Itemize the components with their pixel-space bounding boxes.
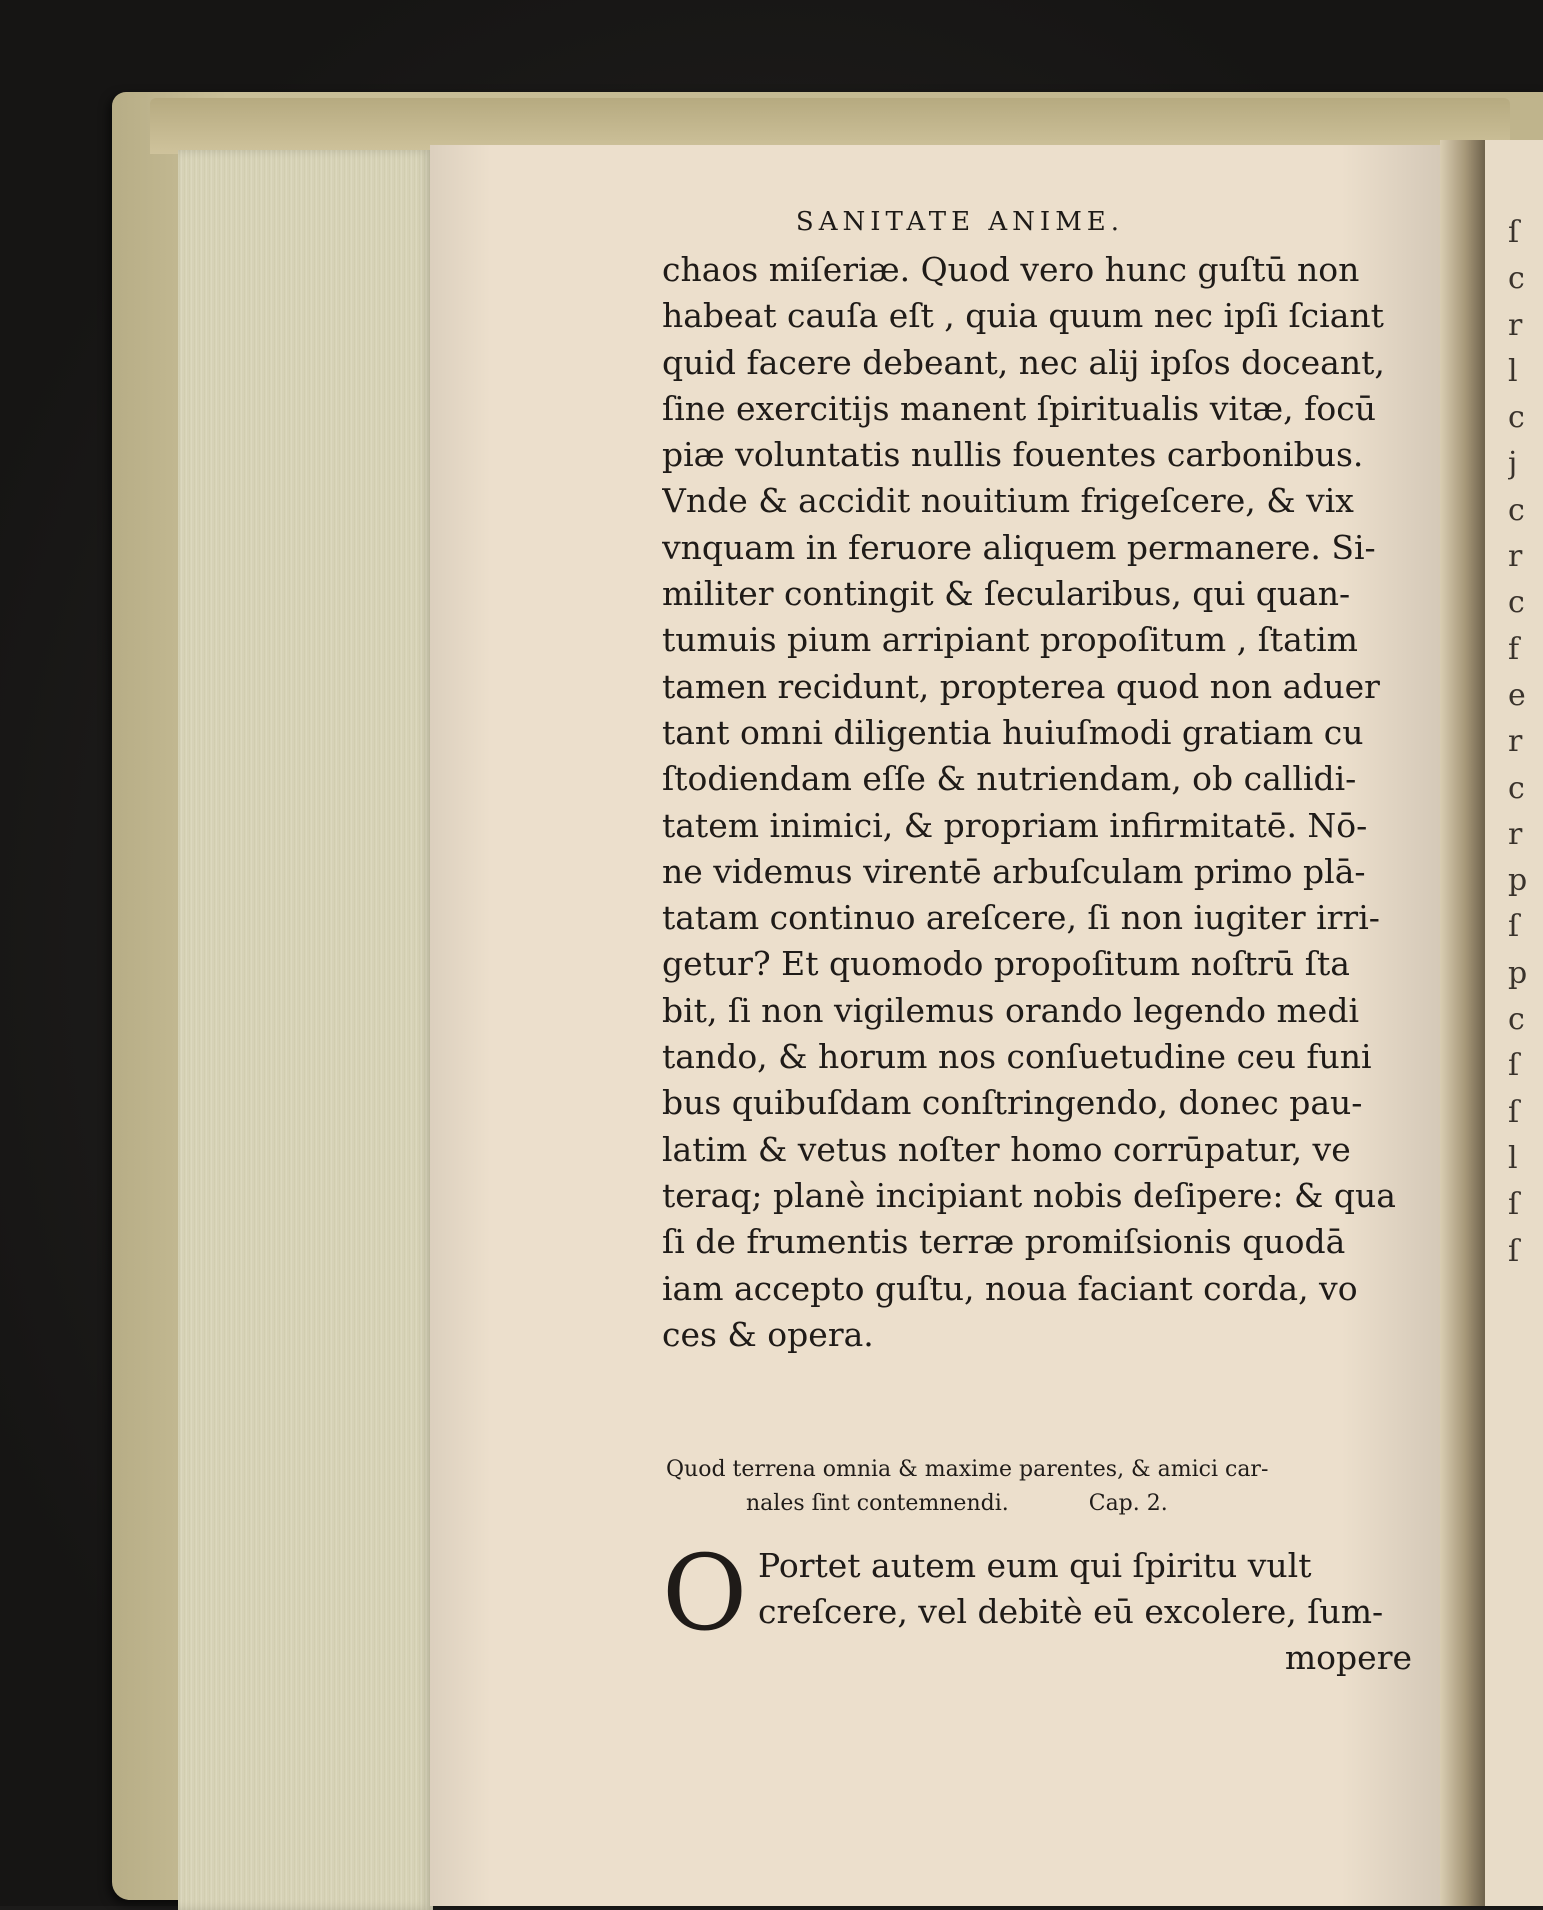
text-line: getur? Et quomodo propoſitum noſtrū ſta	[662, 944, 1350, 984]
margin-letter: ſ	[1508, 909, 1520, 945]
margin-letter: c	[1508, 585, 1525, 621]
text-line: ces & opera.	[662, 1314, 874, 1354]
text-line: chaos miſeriæ. Quod vero hunc guſtū non	[662, 250, 1360, 289]
margin-letter: r	[1508, 539, 1523, 575]
text-line: ſtodiendam eſſe & nutriendam, ob callidi-	[662, 759, 1357, 799]
text-line: iam accepto guſtu, noua faciant corda, vo	[662, 1268, 1358, 1308]
margin-letter: l	[1508, 353, 1518, 389]
page-edges	[178, 150, 433, 1910]
text-line: vnquam in feruore aliquem permanere. Si-	[662, 527, 1376, 567]
chapter-heading-line-2	[666, 1487, 1446, 1521]
text-line: ſine exercitijs manent ſpiritualis vitæ, focū	[662, 388, 1376, 428]
margin-letter: p	[1508, 955, 1528, 991]
margin-letter: r	[1508, 307, 1523, 343]
text-line: bus quibuſdam conſtringendo, donec pau-	[662, 1083, 1363, 1123]
book-gutter	[1440, 140, 1485, 1906]
margin-letter: c	[1508, 1002, 1525, 1038]
margin-letter: ſ	[1508, 1048, 1520, 1084]
text-line: tant omni diligentia huiuſmodi gratiam cu	[662, 712, 1364, 752]
margin-letter: ſ	[1508, 1233, 1520, 1269]
text-line: tamen recidunt, propterea quod non aduer	[662, 666, 1380, 706]
body-text	[662, 247, 1448, 1358]
book-page	[430, 145, 1442, 1906]
margin-letter: l	[1508, 1140, 1518, 1176]
text-line: quid facere debeant, nec alij ipſos doceant,	[662, 342, 1385, 382]
margin-letter: f	[1508, 631, 1520, 667]
opening-line: creſcere, vel debitè eū excolere, ſum-	[758, 1592, 1384, 1631]
text-line: ne videmus virentē arbuſculam primo plā-	[662, 851, 1366, 891]
margin-letter: ſ	[1508, 215, 1520, 250]
text-line: latim & vetus noſter homo corrūpatur, ve	[662, 1129, 1351, 1169]
text-line: ſi de frumentis terræ promiſsionis quodā	[662, 1222, 1346, 1262]
margin-letter: r	[1508, 724, 1523, 760]
opening-line: Portet autem eum qui ſpiritu vult	[758, 1546, 1312, 1585]
chapter-heading	[666, 1453, 1446, 1521]
chapter-heading-line: Quod terrena omnia & maxime parentes, & amici car-	[666, 1457, 1269, 1482]
running-head: SANITATE ANIME.	[795, 207, 1125, 237]
chapter-opening	[662, 1532, 1452, 1681]
text-line: bit, ſi non vigilemus orando legendo medi	[662, 990, 1359, 1030]
margin-letter: c	[1508, 770, 1525, 806]
text-line: Vnde & accidit nouitium frigeſcere, & vix	[662, 481, 1354, 521]
text-line: militer contingit & ſecularibus, qui quan-	[662, 574, 1351, 614]
text-line: tumuis pium arripiant propoſitum , ſtatim	[662, 620, 1358, 660]
margin-letter: j	[1508, 446, 1518, 482]
text-line: tatam continuo areſcere, ſi non iugiter irri-	[662, 898, 1380, 938]
catchword: mopere	[1284, 1638, 1412, 1677]
margin-letter: c	[1508, 400, 1525, 436]
chapter-number: Cap. 2.	[1088, 1491, 1168, 1516]
chapter-heading-text: nales ſint contemnendi.	[746, 1491, 1009, 1516]
margin-letter: p	[1508, 863, 1528, 899]
text-line: tando, & horum nos conſuetudine ceu funi	[662, 1037, 1372, 1077]
text-line: habeat cauſa eſt , quia quum nec ipſi ſciant	[662, 296, 1384, 336]
margin-letter: ſ	[1508, 1187, 1520, 1223]
margin-letter: c	[1508, 492, 1525, 528]
margin-letter: e	[1508, 677, 1526, 713]
margin-letter: c	[1508, 261, 1525, 297]
drop-cap-initial: O	[662, 1532, 748, 1654]
margin-letter: r	[1508, 816, 1523, 852]
facing-page-margin-letters	[1508, 210, 1538, 1510]
margin-letter: ſ	[1508, 1094, 1520, 1130]
text-line: piæ voluntatis nullis fouentes carbonibus.	[662, 435, 1364, 475]
text-line: tatem inimici, & propriam infirmitatē. Nō-	[662, 805, 1368, 845]
text-line: teraq; planè incipiant nobis deſipere: & qua	[662, 1175, 1396, 1215]
